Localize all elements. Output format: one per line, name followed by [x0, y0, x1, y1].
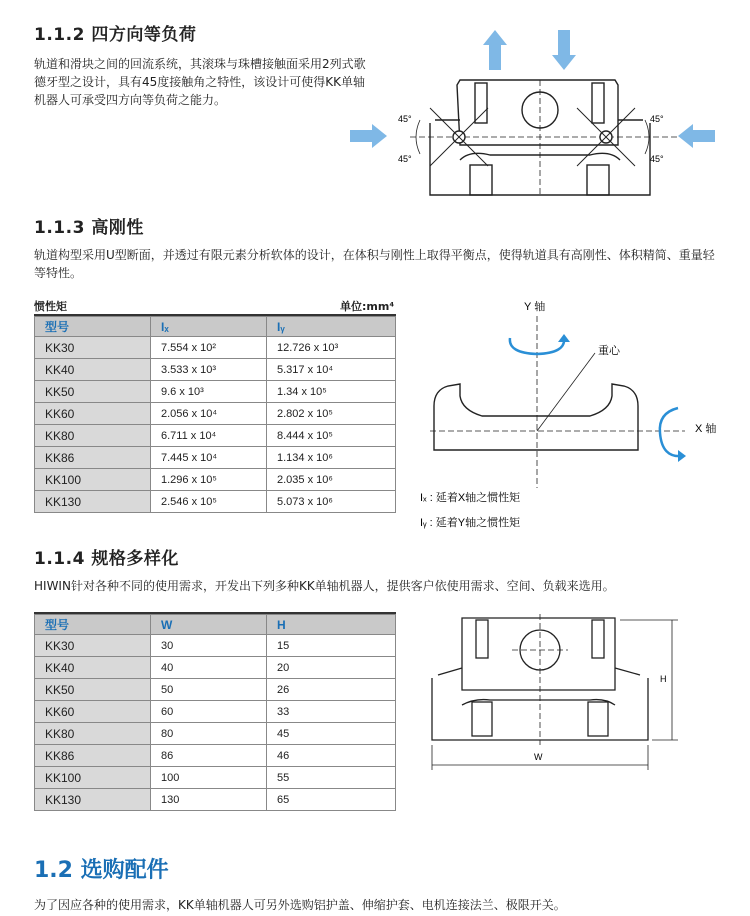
cell-model: KK50	[35, 679, 151, 701]
cell-model: KK100	[35, 469, 151, 491]
cell-value: 2.546 x 10⁵	[151, 491, 267, 513]
table-row	[35, 679, 396, 701]
dimension-diagram	[420, 610, 740, 775]
angle-label-top-right: 45°	[650, 114, 664, 124]
rotation-arrow-x-icon	[678, 450, 686, 462]
cell-model: KK60	[35, 403, 151, 425]
section-paragraph-1-1-3: 轨道构型采用U型断面，并透过有限元素分析软体的设计，在体积与刚性上取得平衡点，使得轨道具有高刚性、体积精简、重量轻等特性。	[34, 248, 715, 280]
table-row	[35, 635, 396, 657]
table-unit: 单位:mm⁴	[340, 300, 395, 313]
header-ix: Iₓ	[151, 317, 267, 337]
cell-model: KK80	[35, 723, 151, 745]
cell-model: KK130	[35, 491, 151, 513]
cell-value: 15	[267, 635, 396, 657]
table-row	[35, 491, 396, 513]
table-row	[35, 447, 396, 469]
table-title-inertia: 惯性矩	[34, 300, 67, 313]
cell-value: 8.444 x 10⁵	[267, 425, 396, 447]
cell-model: KK130	[35, 789, 151, 811]
table-row	[35, 359, 396, 381]
table-row	[35, 745, 396, 767]
cell-value: 20	[267, 657, 396, 679]
cell-value: 65	[267, 789, 396, 811]
cell-model: KK86	[35, 447, 151, 469]
cell-model: KK50	[35, 381, 151, 403]
cell-value: 55	[267, 767, 396, 789]
cell-value: 1.34 x 10⁵	[267, 381, 396, 403]
cell-value: 33	[267, 701, 396, 723]
angle-label-bottom-right: 45°	[650, 154, 664, 164]
table-row	[35, 403, 396, 425]
section-title-1-1-2: 1.1.2 四方向等负荷	[34, 25, 197, 45]
angle-label-top-left: 45°	[398, 114, 412, 124]
cell-value: 30	[151, 635, 267, 657]
cell-model: KK86	[35, 745, 151, 767]
cell-value: 60	[151, 701, 267, 723]
cell-model: KK80	[35, 425, 151, 447]
cell-value: 9.6 x 10³	[151, 381, 267, 403]
cell-value: 12.726 x 10³	[267, 337, 396, 359]
header-iy: Iᵧ	[267, 317, 396, 337]
cell-value: 80	[151, 723, 267, 745]
x-axis-label: X 轴	[695, 423, 717, 435]
section-paragraph-1-1-2: 轨道和滑块之间的回流系统，其滚珠与珠槽接触面采用2列式歌德牙型之设计，具有45度接触角之特性，该设计可使得KK单轴机器人可承受四方向等负荷之能力。	[34, 57, 366, 107]
cell-model: KK60	[35, 701, 151, 723]
u-section-shape	[434, 384, 638, 450]
section-title-1-1-3: 1.1.3 高刚性	[34, 218, 144, 238]
cell-value: 6.711 x 10⁴	[151, 425, 267, 447]
cell-value: 7.554 x 10²	[151, 337, 267, 359]
arrow-left-icon	[678, 124, 715, 148]
angle-label-bottom-left: 45°	[398, 154, 412, 164]
cell-value: 5.317 x 10⁴	[267, 359, 396, 381]
section-title-1-2: 1.2 选购配件	[34, 858, 169, 883]
y-axis-label: Y 轴	[524, 301, 546, 313]
cell-model: KK40	[35, 359, 151, 381]
cell-model: KK40	[35, 657, 151, 679]
ix-note: Iₓ : 延着X轴之惯性矩	[420, 492, 521, 504]
cell-value: 40	[151, 657, 267, 679]
header-model: 型号	[35, 615, 151, 635]
table-row	[35, 337, 396, 359]
cell-value: 50	[151, 679, 267, 701]
inertia-table	[34, 316, 396, 513]
cell-model: KK30	[35, 337, 151, 359]
dim-w-label: W	[534, 752, 543, 762]
iy-note: Iᵧ : 延着Y轴之惯性矩	[420, 517, 521, 529]
specification-table	[34, 614, 396, 811]
cell-value: 2.035 x 10⁶	[267, 469, 396, 491]
centroid-label: 重心	[598, 345, 620, 357]
cell-value: 2.802 x 10⁵	[267, 403, 396, 425]
cell-model: KK100	[35, 767, 151, 789]
table-row	[35, 425, 396, 447]
cell-value: 26	[267, 679, 396, 701]
section-paragraph-1-1-4: HIWIN针对各种不同的使用需求，开发出下列多种KK单轴机器人，提供客户依使用需求、空间、负载来选用。	[34, 579, 615, 593]
section-paragraph-1-2: 为了因应各种的使用需求，KK单轴机器人可另外选购铝护盖、伸缩护套、电机连接法兰、极限开关。	[34, 898, 566, 912]
cell-value: 100	[151, 767, 267, 789]
table-row	[35, 789, 396, 811]
cell-value: 5.073 x 10⁶	[267, 491, 396, 513]
cell-value: 86	[151, 745, 267, 767]
cell-value: 130	[151, 789, 267, 811]
arrow-right-icon	[350, 124, 387, 148]
cell-value: 3.533 x 10³	[151, 359, 267, 381]
arrow-down-icon	[552, 30, 576, 70]
cell-value: 46	[267, 745, 396, 767]
table-row	[35, 723, 396, 745]
table-row	[35, 381, 396, 403]
table-row	[35, 657, 396, 679]
arrow-up-icon	[483, 30, 507, 70]
cell-value: 1.296 x 10⁵	[151, 469, 267, 491]
header-model: 型号	[35, 317, 151, 337]
four-direction-load-diagram	[350, 25, 745, 200]
table-row	[35, 469, 396, 491]
cell-model: KK30	[35, 635, 151, 657]
cell-value: 45	[267, 723, 396, 745]
dim-h-label: H	[660, 674, 667, 684]
table-row	[35, 701, 396, 723]
rotation-arrow-y-icon	[558, 334, 570, 342]
section-title-1-1-4: 1.1.4 规格多样化	[34, 549, 179, 569]
cell-value: 1.134 x 10⁶	[267, 447, 396, 469]
cell-value: 7.445 x 10⁴	[151, 447, 267, 469]
table-row	[35, 767, 396, 789]
u-section-diagram	[420, 298, 740, 538]
cell-value: 2.056 x 10⁴	[151, 403, 267, 425]
header-w: W	[151, 615, 267, 635]
header-h: H	[267, 615, 396, 635]
